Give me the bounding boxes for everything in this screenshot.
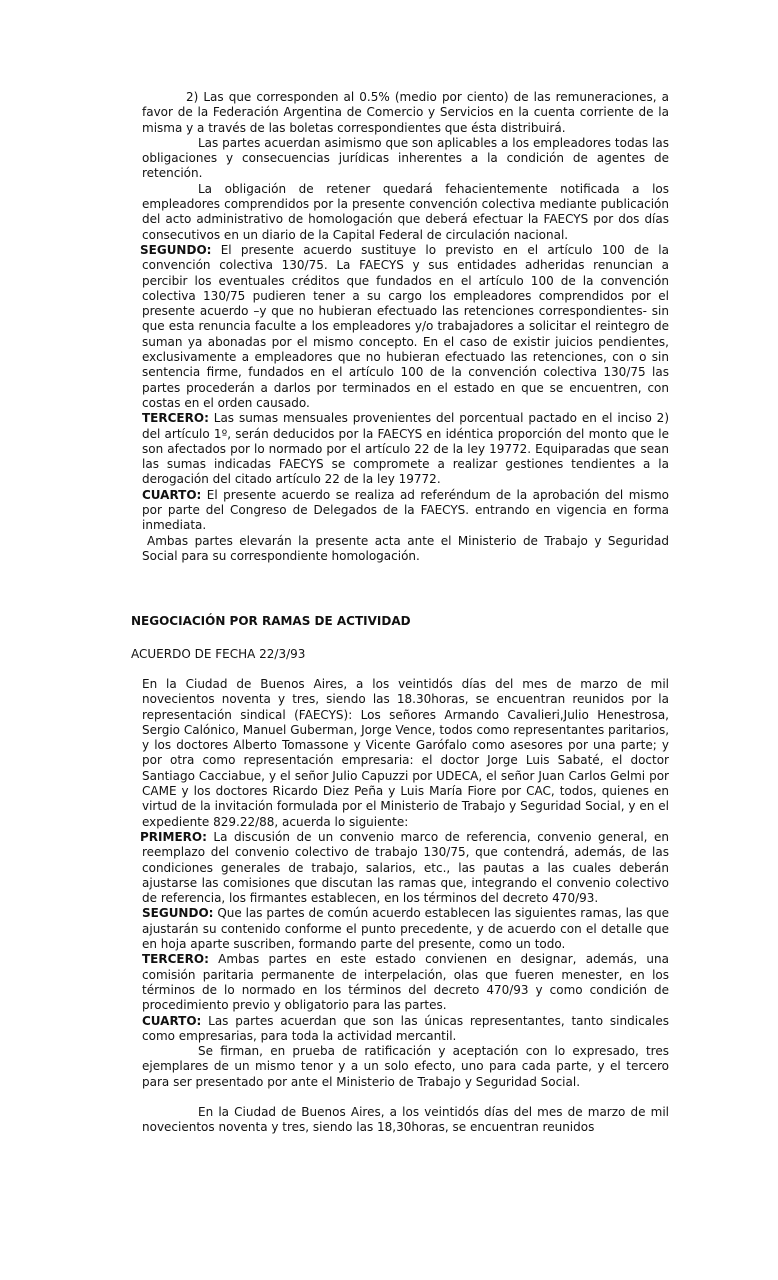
paragraph-homologacion: Ambas partes elevarán la presente acta ante el Ministerio de Trabajo y Seguridad Social para su correspondiente homologación. bbox=[142, 533, 669, 563]
clause-label: SEGUNDO: bbox=[142, 906, 214, 921]
agreement-text-part1 bbox=[142, 90, 669, 564]
clause-label: TERCERO: bbox=[142, 411, 209, 426]
section-heading: NEGOCIACIÓN POR RAMAS DE ACTIVIDAD bbox=[131, 614, 411, 628]
clause-text: El presente acuerdo sustituye lo previsto en el artículo 100 de la convención colectiva 130/75. La FAECYS y sus entidades adheridas renuncian a percibir los eventuales créditos que fundados en el artículo 100 de la convención colectiva 130/75 pudieren tener a su cargo los empleadores comprendidos por el presente acuerdo –y que no hubieran efectuado las retenciones correspondientes- sin que esta renuncia faculte a los empleadores y/o trabajadores a solicitar el reintegro de suman ya abonadas por el mismo concepto. En el caso de existir juicios pendientes, exclusivamente a empleadores que no hubieran efectuado las retenciones, con o sin sentencia firme, fundados en el artículo 100 de la convención colectiva 130/75 las partes procederán a darlos por terminados en el estado en que se encuentren, con costas en el orden causado. bbox=[142, 242, 669, 410]
agreement-date: ACUERDO DE FECHA 22/3/93 bbox=[131, 647, 306, 661]
paragraph-inciso-2: 2) Las que corresponden al 0.5% (medio por ciento) de las remuneraciones, a favor de la Federación Argentina de Comercio y Servicios en la cuenta corriente de la misma y a través de las boletas correspondientes que ésta distribuirá. bbox=[142, 90, 669, 135]
clause-segundo bbox=[142, 906, 669, 952]
clause-text: El presente acuerdo se realiza ad referéndum de la aprobación del mismo por parte del Congreso de Delegados de la FAECYS. entrando en vigencia en forma inmediata. bbox=[142, 487, 669, 533]
clause-primero bbox=[142, 830, 669, 906]
clause-text: Que las partes de común acuerdo establecen las siguientes ramas, las que ajustarán su contenido conforme el punto precedente, y de acuerdo con el detalle que en hoja aparte suscriben, formando parte del presente, como un todo. bbox=[142, 906, 669, 952]
clause-tercero bbox=[142, 952, 669, 1013]
clause-label: PRIMERO: bbox=[140, 829, 207, 844]
paragraph-intro: En la Ciudad de Buenos Aires, a los veintidós días del mes de marzo de mil novecientos noventa y tres, siendo las 18.30horas, se encuentran reunidos por la representación sindical (FAECYS): Los señores Armando Cavalieri,Julio Henestrosa, Sergio Calónico, Manuel Guberman, Jorge Vence, todos como representantes paritarios, y los doctores Alberto Tomassone y Vicente Garófalo como asesores por una parte; y por otra como representación empresaria: el doctor Jorge Luis Sabaté, el doctor Santiago Cacciabue, y el señor Julio Capuzzi por UDECA, el señor Juan Carlos Gelmi por CAME y los doctores Ricardo Diez Peña y Luis María Fiore por CAC, todos, quienes en virtud de la invitación formulada por el Ministerio de Trabajo y Seguridad Social, y en el expediente 829.22/88, acuerda lo siguiente: bbox=[142, 677, 670, 829]
clause-label: TERCERO: bbox=[142, 952, 209, 967]
clause-cuarto bbox=[142, 488, 669, 534]
clause-text: Las sumas mensuales provenientes del porcentual pactado en el inciso 2) del artículo 1º, serán deducidos por la FAECYS en idéntica proporción del monto que le son afectados por lo normado por el artículo 22 de la ley 19772. Equiparadas que sean las sumas indicadas FAECYS se compromete a realizar gestiones tendientes a la derogación del citado artículo 22 de la ley 19772. bbox=[142, 411, 669, 487]
paragraph-notificacion: La obligación de retener quedará fehacientemente notificada a los empleadores comprendidos por la presente convención colectiva mediante publicación del acto administrativo de homologación que deberá efectuar la FAECYS por dos días consecutivos en un diario de la Capital Federal de circulación nacional. bbox=[142, 181, 669, 242]
paragraph-intro-2: En la Ciudad de Buenos Aires, a los veintidós días del mes de marzo de mil novecientos noventa y tres, siendo las 18,30horas, se encuentran reunidos bbox=[142, 1105, 669, 1135]
clause-tercero bbox=[142, 411, 669, 487]
clause-label: CUARTO: bbox=[142, 1013, 202, 1028]
clause-text: Ambas partes en este estado convienen en designar, además, una comisión paritaria permanente de interpelación, olas que fueren menester, en los términos de lo normado en los términos del decreto 470/93 y como condición de procedimiento previo y obligatorio para las partes. bbox=[142, 952, 669, 1013]
spacer bbox=[142, 1090, 669, 1105]
clause-text: Las partes acuerdan que son las únicas representantes, tanto sindicales como empresarias, para toda la actividad mercantil. bbox=[142, 1013, 669, 1043]
clause-text: La discusión de un convenio marco de referencia, convenio general, en reemplazo del convenio colectivo de trabajo 130/75, que contendrá, además, de las condiciones generales de trabajo, salarios, etc., las pautas a las cuales deberán ajustarse las comisiones que discutan las ramas que, integrando el convenio colectivo de referencia, los firmantes establecen, en los términos del decreto 470/93. bbox=[142, 829, 669, 906]
paragraph-obligaciones: Las partes acuerdan asimismo que son aplicables a los empleadores todas las obligaciones y consecuencias jurídicas inherentes a la condición de agentes de retención. bbox=[142, 135, 669, 181]
clause-segundo bbox=[142, 243, 669, 411]
agreement-text-part2 bbox=[142, 677, 669, 1136]
clause-label: CUARTO: bbox=[142, 487, 202, 502]
clause-cuarto bbox=[142, 1014, 669, 1045]
paragraph-firman: Se firman, en prueba de ratificación y aceptación con lo expresado, tres ejemplares de un mismo tenor y a un solo efecto, uno para cada parte, y el tercero para ser presentado por ante el Ministerio de Trabajo y Seguridad Social. bbox=[142, 1044, 669, 1089]
clause-label: SEGUNDO: bbox=[140, 242, 212, 257]
